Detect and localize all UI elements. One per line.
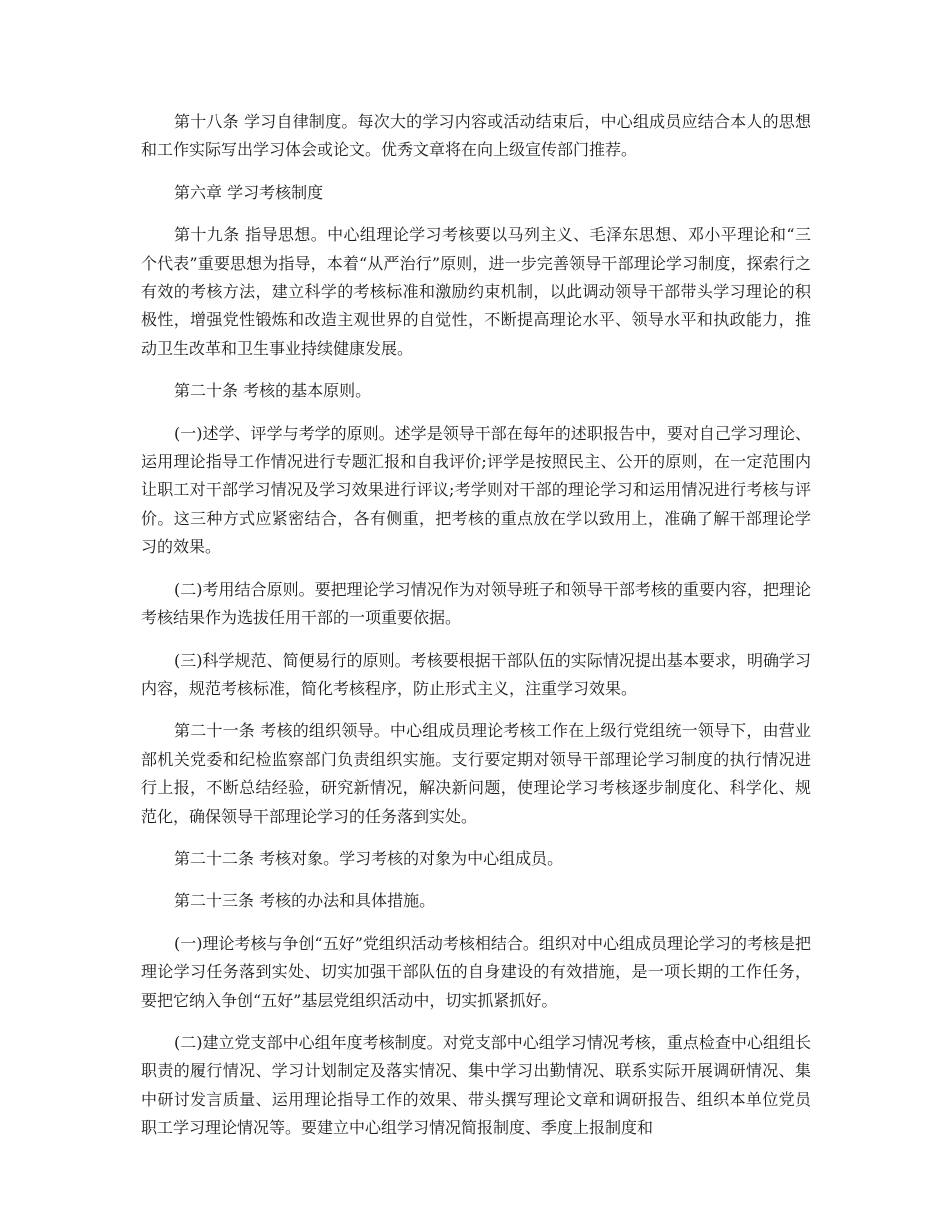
paragraph-article-21: 第二十一条 考核的组织领导。中心组成员理论考核工作在上级行党组统一领导下，由营业部机关党委和纪检监察部门负责组织实施。支行要定期对领导干部理论学习制度的执行情况进行上报，不断总结经验，研究新情况，解决新问题，使理论学习考核逐步制度化、科学化、规范化，确保领导干部理论学习的任务落到实处。 [141,721,811,826]
paragraph-measure-1: (一)理论考核与争创“五好”党组织活动考核相结合。组织对中心组成员理论学习的考核是把理论学习任务落到实处、切实加强干部队伍的自身建设的有效措施，是一项长期的工作任务，要把它纳入争创“五好”基层党组织活动中，切实抓紧抓好。 [141,933,811,1010]
paragraph-principle-1: (一)述学、评学与考学的原则。述学是领导干部在每年的述职报告中，要对自己学习理论、运用理论指导工作情况进行专题汇报和自我评价;评学是按照民主、公开的原则，在一定范围内让职工对干部学习情况及学习效果进行评议;考学则对干部的理论学习和运用情况进行考核与评价。这三种方式应紧密结合，各有侧重，把考核的重点放在学以致用上，准确了解干部理论学习的效果。 [141,423,811,557]
paragraph-article-23: 第二十三条 考核的办法和具体措施。 [174,891,436,911]
paragraph-article-22: 第二十二条 考核对象。学习考核的对象为中心组成员。 [174,848,564,868]
paragraph-article-18: 第十八条 学习自律制度。每次大的学习内容或活动结束后，中心组成员应结合本人的思想和工作实际写出学习体会或论文。优秀文章将在向上级宣传部门推荐。 [141,112,811,160]
document-page [141,108,811,1157]
paragraph-principle-3: (三)科学规范、简便易行的原则。考核要根据干部队伍的实际情况提出基本要求，明确学习内容，规范考核标准，简化考核程序，防止形式主义，注重学习效果。 [141,650,811,698]
paragraph-measure-2: (二)建立党支部中心组年度考核制度。对党支部中心组学习情况考核，重点检查中心组组长职责的履行情况、学习计划制定及落实情况、集中学习出勤情况、联系实际开展调研情况、集中研讨发言质量、运用理论指导工作的效果、带头撰写理论文章和调研报告、组织本单位党员职工学习理论情况等。要建立中心组学习情况简报制度、季度上报制度和 [141,1032,811,1138]
paragraph-principle-2: (二)考用结合原则。要把理论学习情况作为对领导班子和领导干部考核的重要内容，把理论考核结果作为选拔任用干部的一项重要依据。 [141,579,811,628]
paragraph-article-19: 第十九条 指导思想。中心组理论学习考核要以马列主义、毛泽东思想、邓小平理论和“三个代表”重要思想为指导，本着“从严治行”原则，进一步完善领导干部理论学习制度，探索行之有效的考核方法，建立科学的考核标准和激励约束机制，以此调动领导干部带头学习理论的积极性，增强党性锻炼和改造主观世界的自觉性，不断提高理论水平、领导水平和执政能力，推动卫生改革和卫生事业持续健康发展。 [141,225,811,358]
paragraph-article-20: 第二十条 考核的基本原则。 [174,381,372,401]
chapter-6-heading: 第六章 学习考核制度 [174,182,324,202]
